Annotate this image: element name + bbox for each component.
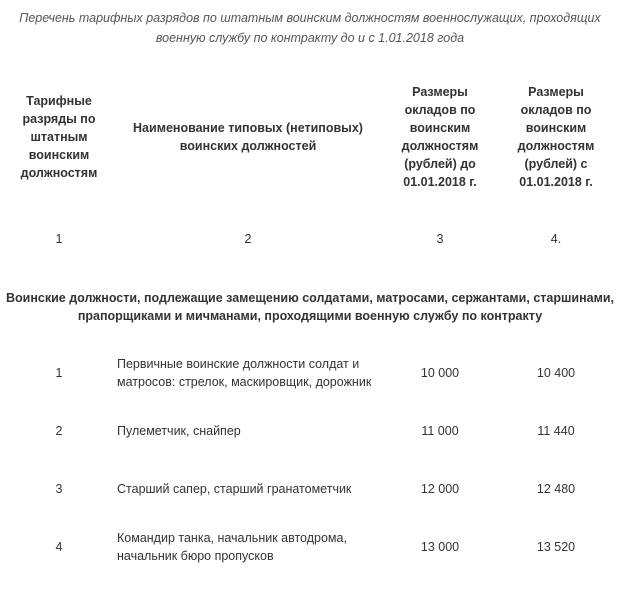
header-salary-before: Размеры окладов по воинским должностям (рублей) до 01.01.2018 г.	[401, 85, 479, 189]
header-position-name: Наименование типовых (нетиповых) воинских должностей	[133, 121, 363, 153]
row-position-name: Пулеметчик, снайпер	[117, 424, 241, 438]
row-salary-after: 13 520	[536, 540, 576, 554]
column-number-4: 4.	[550, 232, 562, 246]
row-salary-before: 12 000	[420, 482, 460, 496]
row-rank: 1	[55, 366, 63, 380]
column-number-3: 3	[436, 232, 444, 246]
row-salary-before: 10 000	[420, 366, 460, 380]
section-title: Воинские должности, подлежащие замещению солдатами, матросами, сержантами, старшинами, прапорщиками и мичманами, проходящими военную службу по контракту	[6, 291, 614, 323]
table-caption: Перечень тарифных разрядов по штатным воинским должностям военнослужащих, проходящих военную службу по контракту до и с 1.01.2018 года	[19, 11, 601, 45]
row-salary-after: 11 440	[537, 424, 575, 438]
row-salary-after: 12 480	[536, 482, 576, 496]
row-position-name: Командир танка, начальник автодрома, начальник бюро пропусков	[117, 531, 347, 563]
row-position-name: Первичные воинские должности солдат и матросов: стрелок, маскировщик, дорожник	[117, 357, 372, 389]
row-salary-before: 13 000	[420, 540, 460, 554]
row-rank: 3	[55, 482, 63, 496]
column-number-2: 2	[244, 232, 252, 246]
header-rank: Тарифные разряды по штатным воинским должностям	[20, 94, 98, 180]
row-position-name: Старший сапер, старший гранатометчик	[117, 482, 352, 496]
column-number-1: 1	[55, 232, 63, 246]
row-rank: 4	[55, 540, 63, 554]
row-rank: 2	[55, 424, 63, 438]
row-salary-before: 11 000	[421, 424, 459, 438]
row-salary-after: 10 400	[536, 366, 576, 380]
header-salary-after: Размеры окладов по воинским должностям (рублей) с 01.01.2018 г.	[517, 85, 595, 189]
